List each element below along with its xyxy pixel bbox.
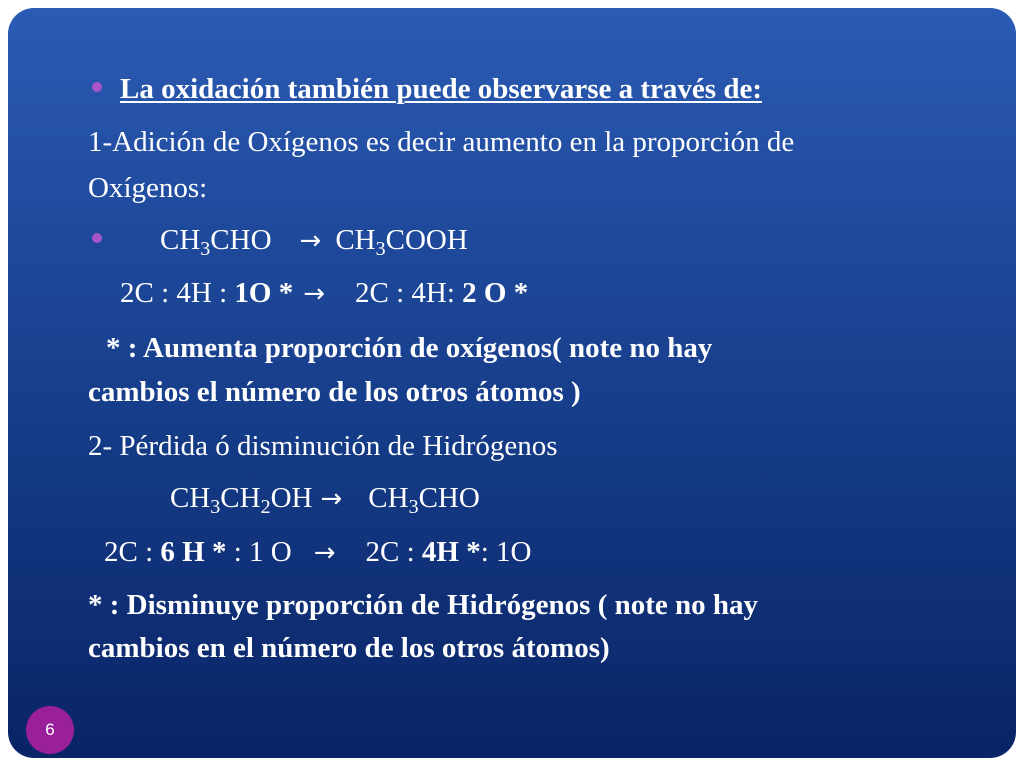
reaction2-reactant-a: CH: [170, 482, 211, 514]
ratio1-left-a: 2C : 4H :: [120, 277, 235, 309]
reaction1-product-sub: 3: [375, 238, 386, 260]
slide: [8, 8, 1016, 758]
note1-line2: cambios el número de los otros átomos ): [88, 376, 581, 408]
ratio1: [120, 276, 528, 311]
ratio2-right-a: 2C :: [365, 536, 422, 568]
item2: 2- Pérdida ó disminución de Hidrógenos: [88, 430, 558, 462]
reaction1-reactant-b: CHO: [210, 224, 272, 256]
item1-line2: Oxígenos:: [88, 172, 208, 204]
note2-line1: * : Disminuye proporción de Hidrógenos ( note no hay: [88, 589, 759, 621]
reaction1-product-b: COOH: [385, 224, 468, 256]
heading-text: La oxidación también puede observarse a través de:: [120, 73, 762, 105]
page-number: 6: [45, 720, 55, 739]
bullet-heading: [92, 82, 102, 92]
ratio2-left-c: : 1 O: [226, 536, 292, 568]
reaction2: [170, 481, 480, 516]
note1-line1: * : Aumenta proporción de oxígenos( note no hay: [106, 332, 713, 364]
reaction2-product-b: CHO: [418, 482, 480, 514]
reaction2-product-sub: 3: [408, 496, 419, 518]
arrow-right-icon: →: [320, 484, 343, 514]
arrow-right-icon: →: [299, 226, 322, 256]
page-number-badge: [26, 706, 74, 754]
reaction2-reactant-b: CH: [220, 482, 261, 514]
arrow-right-icon: →: [313, 538, 336, 568]
reaction2-reactant-sub-b: 2: [260, 496, 271, 518]
ratio1-left-b: 1O *: [234, 277, 294, 309]
item1-line1: 1-Adición de Oxígenos es decir aumento en la proporción de: [88, 126, 795, 158]
reaction1: [160, 223, 468, 258]
note2-line2: cambios en el número de los otros átomos): [88, 632, 610, 664]
ratio2-left-b: 6 H *: [160, 536, 227, 568]
ratio2-right-c: : 1O: [480, 536, 532, 568]
ratio1-right-a: 2C : 4H:: [355, 277, 463, 309]
reaction2-reactant-sub-a: 3: [210, 496, 221, 518]
ratio2-right-b: 4H *: [421, 536, 481, 568]
reaction1-product-a: CH: [335, 224, 376, 256]
ratio2-left-a: 2C :: [104, 536, 161, 568]
bullet-reaction1: [92, 233, 102, 243]
reaction1-reactant-a: CH: [160, 224, 201, 256]
slide-heading: [120, 72, 762, 106]
reaction2-reactant-c: OH: [270, 482, 313, 514]
ratio1-right-b: 2 O *: [462, 277, 529, 309]
ratio2: [104, 535, 531, 570]
reaction1-reactant-sub: 3: [200, 238, 211, 260]
reaction2-product-a: CH: [368, 482, 409, 514]
arrow-right-icon: →: [303, 279, 326, 309]
